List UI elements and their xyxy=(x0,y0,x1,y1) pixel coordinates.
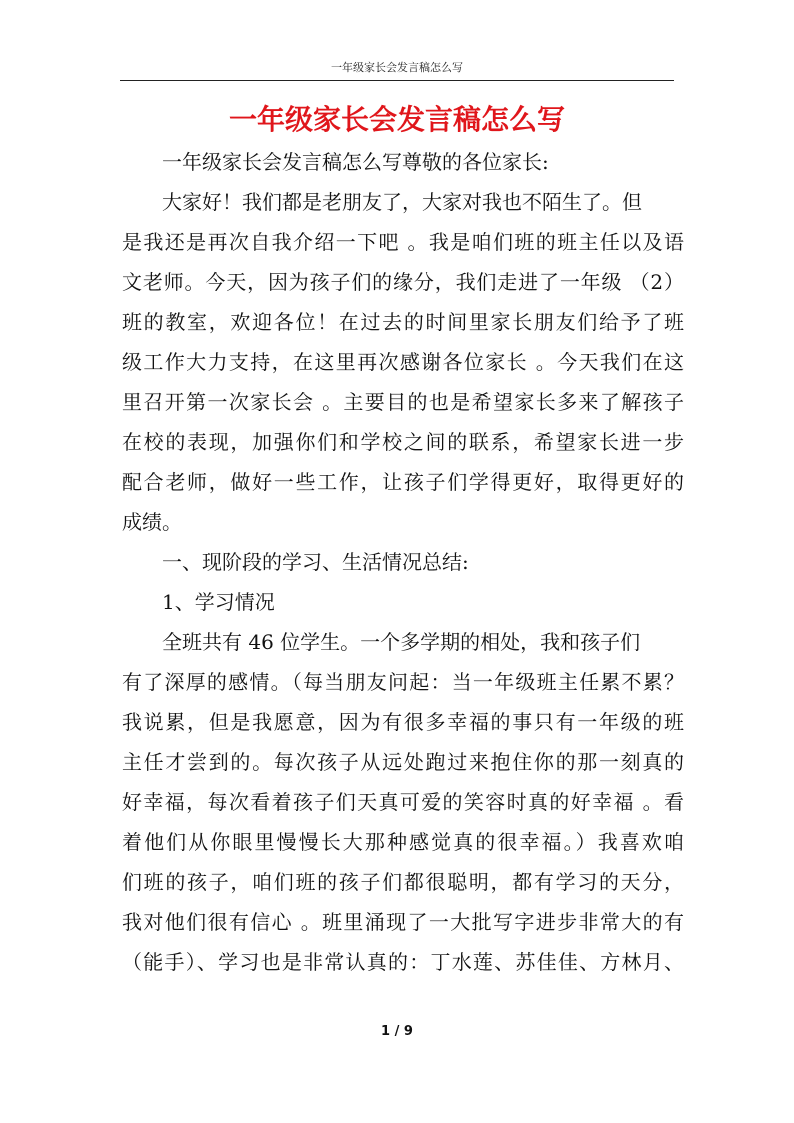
section-heading: 一、现阶段的学习、生活情况总结: xyxy=(162,550,469,574)
paragraph-line: 班的教室，欢迎各位！在过去的时间里家长朋友们给予了班 xyxy=(122,310,684,334)
paragraph-line: 主任才尝到的。每次孩子从远处跑过来抱住你的那一刻真的 xyxy=(122,750,684,774)
paragraph-line: 们班的孩子，咱们班的孩子们都很聪明，都有学习的天分， xyxy=(122,870,684,894)
subsection-heading: 1、学习情况 xyxy=(162,590,275,614)
paragraph-line: 配合老师，做好一些工作，让孩子们学得更好，取得更好的 xyxy=(122,470,684,494)
paragraph-line: 我说累，但是我愿意，因为有很多幸福的事只有一年级的班 xyxy=(122,710,684,734)
page-number: 1 / 9 xyxy=(381,1024,413,1039)
header-divider xyxy=(120,80,674,81)
paragraph-line: （能手）、学习也是非常认真的：丁水莲、苏佳佳、方林月、 xyxy=(122,950,684,974)
paragraph-line: 成绩。 xyxy=(122,510,182,534)
paragraph-line: 全班共有 46 位学生。一个多学期的相处，我和孩子们 xyxy=(162,630,641,654)
paragraph-line: 里召开第一次家长会 。主要目的也是希望家长多来了解孩子 xyxy=(122,390,684,414)
paragraph-line: 是我还是再次自我介绍一下吧 。我是咱们班的班主任以及语 xyxy=(122,230,684,254)
paragraph-line: 好幸福，每次看着孩子们天真可爱的笑容时真的好幸福 。看 xyxy=(122,790,684,814)
paragraph-line: 文老师。今天，因为孩子们的缘分，我们走进了一年级 （2） xyxy=(122,270,684,294)
paragraph-line: 级工作大力支持，在这里再次感谢各位家长 。今天我们在这 xyxy=(122,350,684,374)
paragraph-line: 在校的表现，加强你们和学校之间的联系，希望家长进一步 xyxy=(122,430,684,454)
paragraph-line: 着他们从你眼里慢慢长大那种感觉真的很幸福。）我喜欢咱 xyxy=(122,830,684,854)
paragraph-line: 我对他们很有信心 。班里涌现了一大批写字进步非常大的有 xyxy=(122,910,684,934)
paragraph-line: 有了深厚的感情。（每当朋友问起：当一年级班主任累不累？ xyxy=(122,670,684,694)
paragraph-line: 一年级家长会发言稿怎么写尊敬的各位家长: xyxy=(162,150,549,174)
running-header: 一年级家长会发言稿怎么写 xyxy=(331,61,463,74)
paragraph-line: 大家好！我们都是老朋友了，大家对我也不陌生了。但 xyxy=(162,190,642,214)
document-title: 一年级家长会发言稿怎么写 xyxy=(228,103,565,136)
document-body xyxy=(122,142,684,982)
